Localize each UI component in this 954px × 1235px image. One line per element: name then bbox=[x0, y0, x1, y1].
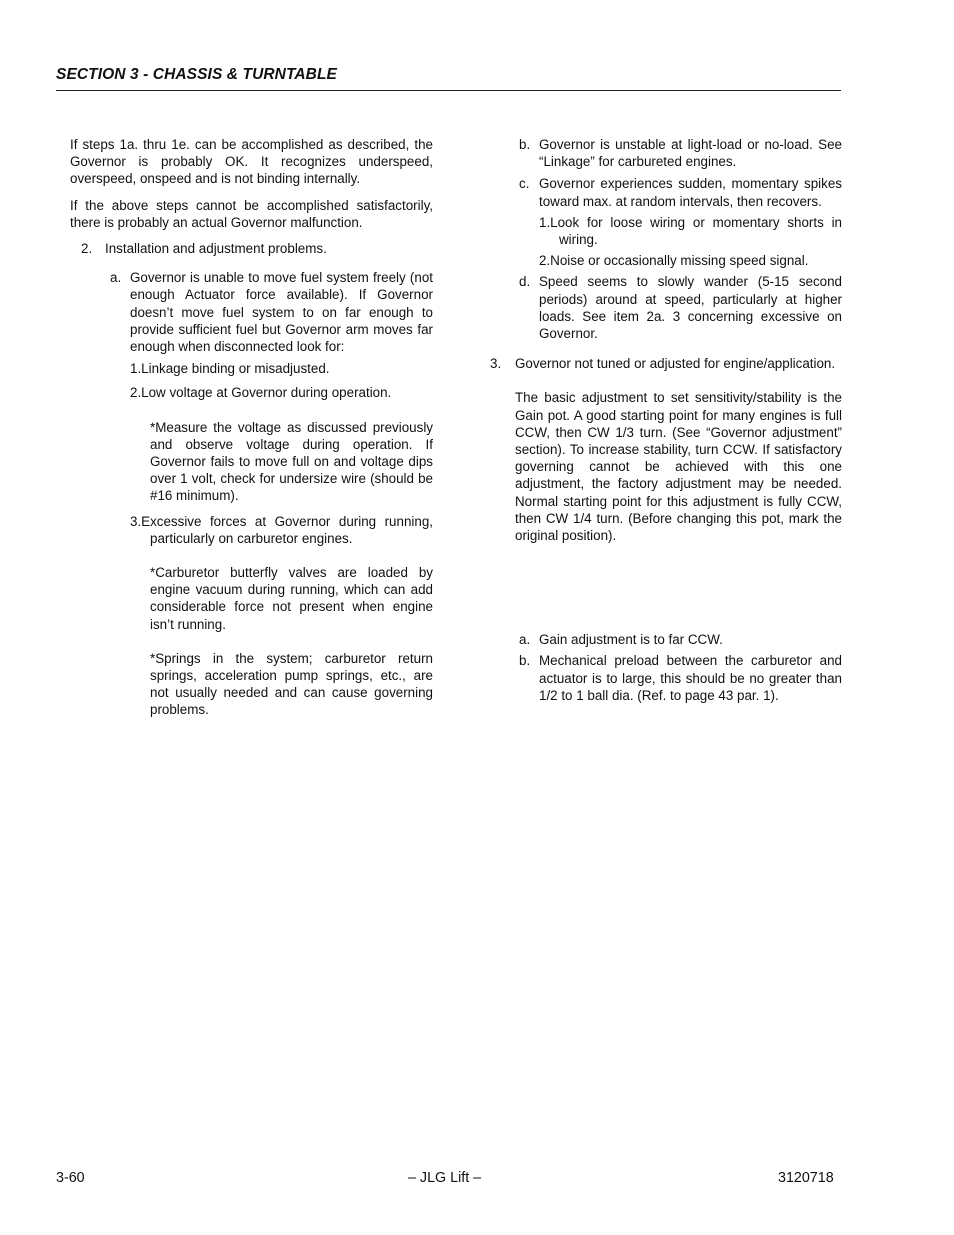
paragraph-gain-pot: The basic adjustment to set sensitivity/stability is the Gain pot. A good starting point for many engines is full CCW, then CW 1/3 turn. (See “Governor adjustment” section). To increase stability, turn CCW. If satisfactory governing cannot be achieved with this one adjustment, the factory adjustment may be needed. Normal starting point for this adjustment is fully CCW, then CW 1/4 turn. (Before changing this pot, mark the original position). bbox=[515, 390, 842, 544]
paragraph-steps-ok: If steps 1a. thru 1e. can be accomplished as described, the Governor is probably OK. It recognizes underspeed, overspeed, onspeed and is not binding internally. bbox=[70, 137, 433, 187]
left-column bbox=[70, 136, 433, 719]
list-item-3 bbox=[490, 355, 842, 372]
check-item-2: 2.Low voltage at Governor during operation. bbox=[130, 385, 392, 401]
list-letter: a. bbox=[519, 632, 531, 648]
list-text: Governor experiences sudden, momentary spikes toward max. at random intervals, then recovers. bbox=[539, 176, 842, 209]
section-header bbox=[56, 66, 841, 91]
list-item-2 bbox=[81, 240, 433, 257]
note-springs: *Springs in the system; carburetor return springs, acceleration pump springs, etc., are not usually needed and can cause governing problems. bbox=[150, 650, 433, 718]
list-text: Governor not tuned or adjusted for engine/application. bbox=[515, 356, 836, 372]
paragraph-malfunction: If the above steps cannot be accomplished satisfactorily, there is probably an actual Governor malfunction. bbox=[70, 197, 433, 230]
list-letter: c. bbox=[519, 176, 530, 192]
list-item-d bbox=[519, 273, 842, 342]
list-item-2a bbox=[110, 269, 433, 355]
list-letter: b. bbox=[519, 653, 531, 669]
list-text: Mechanical preload between the carburetor and actuator is to large, this should be no greater than 1/2 to 1 ball dia. (Ref. to page 43 par. 1). bbox=[539, 653, 842, 703]
right-column bbox=[488, 136, 842, 708]
list-item-c bbox=[519, 175, 842, 209]
note-carburetor: *Carburetor butterfly valves are loaded by engine vacuum during running, which can add considerable force not present when engine isn’t running. bbox=[150, 565, 433, 632]
list-letter: d. bbox=[519, 274, 531, 290]
list-number: 3. bbox=[490, 356, 502, 372]
list-letter: b. bbox=[519, 137, 531, 152]
list-text: Speed seems to slowly wander (5-15 second periods) around at speed, particularly at higher loads. See item 2a. 3 concerning excessive on Governor. bbox=[539, 274, 842, 342]
list-item-a2 bbox=[519, 631, 842, 648]
check-item-3: 3.Excessive forces at Governor during running, particularly on carburetor engines. bbox=[130, 513, 433, 546]
list-text: Governor is unstable at light-load or no-load. See “Linkage” for carbureted engines. bbox=[539, 137, 842, 170]
check-item-1: 1.Linkage binding or misadjusted. bbox=[130, 361, 330, 377]
check-item-c1: 1.Look for loose wiring or momentary shorts in wiring. bbox=[539, 214, 842, 248]
check-item-c2: 2.Noise or occasionally missing speed signal. bbox=[539, 253, 809, 269]
list-text: Gain adjustment is to far CCW. bbox=[539, 632, 723, 648]
list-item-b2 bbox=[519, 652, 842, 704]
list-number: 2. bbox=[81, 241, 93, 257]
list-text: Governor is unable to move fuel system freely (not enough Actuator force available). If Governor doesn’t move fuel system to on far enough to provide sufficient fuel but Governor arm moves far enough when disconnected look for: bbox=[130, 270, 433, 355]
note-voltage: *Measure the voltage as discussed previously and observe voltage during operation. If Governor fails to move full on and voltage dips over 1 volt, check for undersize wire (should be #16 minimum). bbox=[150, 419, 433, 504]
page-number: 3-60 bbox=[56, 1170, 85, 1186]
footer-title: – JLG Lift – bbox=[408, 1170, 482, 1186]
document-number: 3120718 bbox=[778, 1170, 834, 1186]
list-letter: a. bbox=[110, 270, 122, 286]
section-title: SECTION 3 - CHASSIS & TURNTABLE bbox=[56, 66, 337, 83]
list-item-b bbox=[519, 136, 842, 170]
list-text: Installation and adjustment problems. bbox=[105, 241, 327, 257]
